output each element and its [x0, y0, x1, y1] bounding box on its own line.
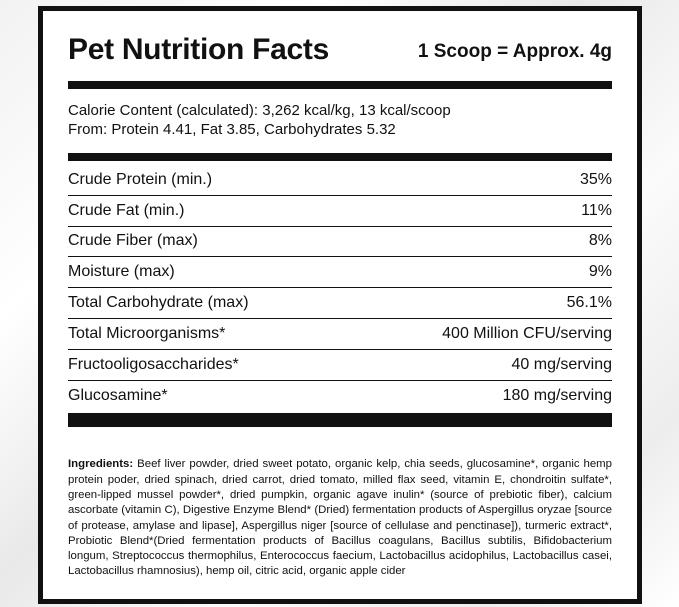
calorie-line [68, 101, 612, 120]
header-divider [68, 81, 612, 89]
nutrient-label: Glucosamine* [68, 386, 168, 404]
protein-label: Protein [111, 121, 159, 138]
nutrient-label: Crude Fat (min.) [68, 201, 185, 219]
nutrient-value: 11% [581, 201, 612, 219]
table-row [68, 227, 612, 258]
nutrition-facts-panel [38, 6, 642, 604]
nutrient-value: 9% [588, 263, 612, 281]
nutrient-label: Moisture (max) [68, 263, 175, 281]
nutrient-label: Total Carbohydrate (max) [68, 294, 249, 312]
table-row [68, 196, 612, 227]
nutrient-value: 40 mg/serving [511, 355, 612, 373]
calorie-content [68, 89, 612, 153]
nutrient-value: 400 Million CFU/serving [442, 324, 612, 342]
nutrient-label: Fructooligosaccharides* [68, 355, 239, 373]
carb-label: Carbohydrates [264, 121, 363, 138]
calorie-from-label: From: [68, 121, 108, 138]
calorie-source-line [68, 120, 612, 139]
panel-header [68, 11, 612, 73]
protein-value: 4.41, [163, 121, 197, 138]
carb-value: 5.32 [366, 121, 396, 138]
table-row [68, 381, 612, 412]
serving-size: 1 Scoop = Approx. 4g [417, 41, 612, 62]
nutrient-label: Crude Protein (min.) [68, 170, 213, 188]
ingredients-list [68, 457, 612, 579]
nutrient-table [68, 165, 612, 411]
nutrient-value: 35% [579, 170, 612, 188]
table-row [68, 319, 612, 350]
nutrient-label: Total Microorganisms* [68, 324, 226, 342]
table-bottom-divider [68, 413, 612, 427]
calorie-value: 3,262 kcal/kg, 13 kcal/scoop [262, 102, 451, 119]
fat-value: 3.85, [226, 121, 260, 138]
ingredients-text: Beef liver powder, dried sweet potato, organic kelp, chia seeds, glucosamine*, organic hemp protein poder, dried spinach, dried carrot, dried tomato, milled flax seed, vitamin E, chondroitin sulfate*, green-lipped mussel powder*, dried pumpkin, organic agave inulin* (source of prebiotic fiber), calcium ascorbate (vitamin C), Digestive Enzyme Blend* (Dried) fermentation products of Aspergillus oryzae [source of protease, amylase and lipase], Aspergillus niger [source of cellulase and penctinase]), turmeric extract*, Probiotic Blend*(Dried fermentation products of Bacillus coagulans, Bacillus subtilis, Bifidobacterium longum, Streptococcus thermophilus, Enterococcus faecium, Lactobacillus acidophilus, Lactobacillus casei, Lactobacillus rhamnosius), hemp oil, citric acid, organic apple cider [68, 458, 612, 578]
calorie-label: Calorie Content (calculated): [68, 102, 259, 119]
page-title: Pet Nutrition Facts [68, 33, 329, 66]
table-row [68, 288, 612, 319]
nutrient-label: Crude Fiber (max) [68, 232, 198, 250]
nutrient-value: 8% [588, 232, 612, 250]
ingredients-label: Ingredients: [68, 458, 134, 471]
fat-label: Fat [200, 121, 223, 138]
nutrient-value: 180 mg/serving [502, 386, 612, 404]
table-row [68, 257, 612, 288]
table-row [68, 165, 612, 196]
table-row [68, 350, 612, 381]
calorie-divider [68, 153, 612, 161]
nutrient-value: 56.1% [566, 294, 612, 312]
